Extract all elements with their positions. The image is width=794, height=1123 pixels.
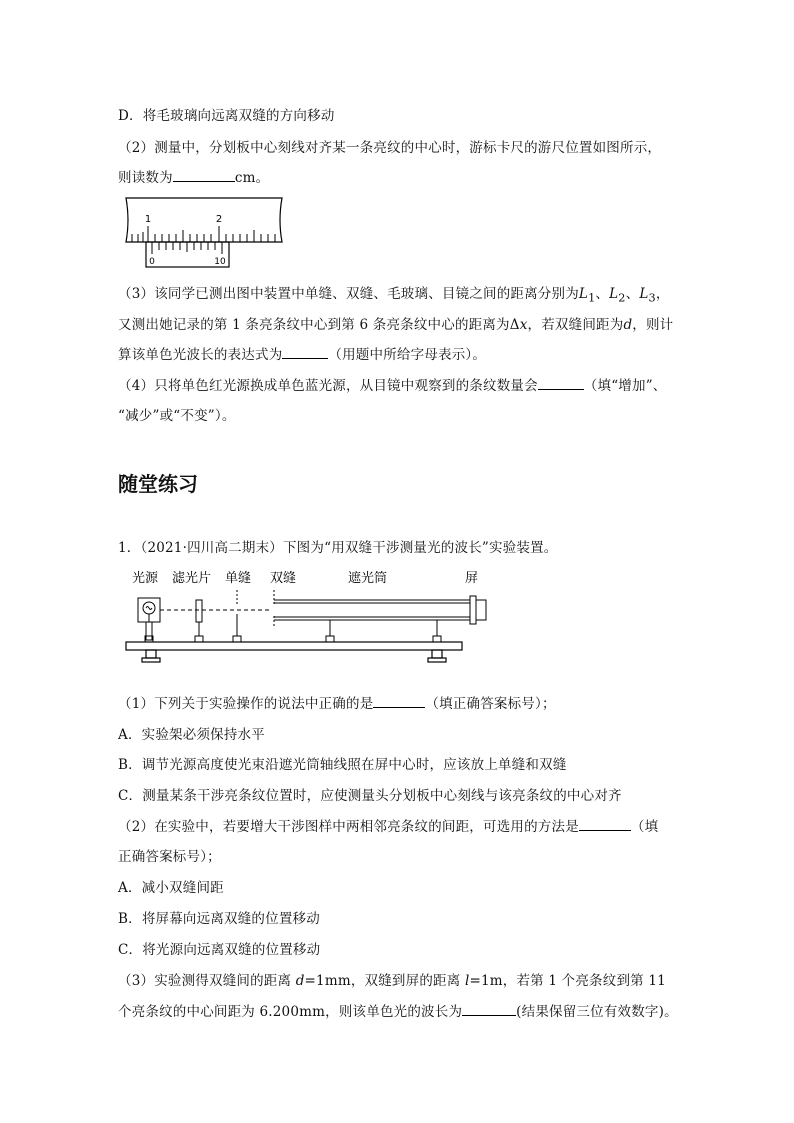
q4-text: （4）只将单色红光源换成单色蓝光源，从目镜中观察到的条纹数量会 <box>118 378 538 394</box>
option-d: D．将毛玻璃向远离双缝的方向移动 <box>118 108 335 124</box>
problem-1-part2-option-c: C．将光源向远离双缝的位置移动 <box>118 942 321 958</box>
label-filter: 滤光片 <box>172 571 212 586</box>
section-title: 随堂练习 <box>118 472 198 496</box>
answer-blank[interactable] <box>173 169 235 182</box>
label-double-slit: 双缝 <box>270 571 297 586</box>
q3-text: 算该单色光波长的表达式为 <box>118 347 283 363</box>
p1-text: （1）下列关于实验操作的说法中正确的是 <box>118 696 374 712</box>
vernier-caliper-figure <box>122 196 292 271</box>
p1-text: 个亮条纹的中心间距为 6.200mm，则该单色光的波长为 <box>118 1004 463 1020</box>
var-L2: L <box>609 286 619 302</box>
sub-2: 2 <box>618 291 626 305</box>
q3-text: （用题中所给字母表示）。 <box>328 347 487 363</box>
optical-bench <box>126 642 462 662</box>
p1-text: （填 <box>630 819 659 835</box>
problem-1-part2-option-b: B．将屏幕向远离双缝的位置移动 <box>118 911 320 927</box>
problem-1-part3-line1 <box>118 969 666 989</box>
main-label-2: 2 <box>215 214 223 225</box>
label-single-slit: 单缝 <box>225 571 252 586</box>
q4-text: （填“增加”、 <box>583 378 667 394</box>
sub-3: 3 <box>648 291 656 305</box>
single-slit <box>233 590 241 642</box>
q2-prefix: 则读数为 <box>118 170 173 186</box>
problem-1-part2-line2: 正确答案标号）； <box>118 849 221 865</box>
main-label-1: 1 <box>144 214 152 225</box>
sep: 、 <box>625 286 640 302</box>
p1-text: （3）实验测得双缝间的距离 <box>118 973 296 989</box>
answer-blank[interactable] <box>579 818 631 831</box>
answer-blank[interactable] <box>462 1003 516 1016</box>
question-4-line2: “减少”或“不变”）。 <box>118 408 236 424</box>
var-L3: L <box>639 286 649 302</box>
sub-1: 1 <box>588 291 596 305</box>
q3-text: 又测出她记录的第 1 条亮条纹中心到第 6 条亮条纹中心的距离为Δ <box>118 317 520 333</box>
double-slit-apparatus-figure <box>124 566 479 678</box>
var-l: l <box>464 973 470 989</box>
label-screen: 屏 <box>465 571 479 586</box>
vernier-label-0: 0 <box>149 257 155 267</box>
q3-text: ，若双缝间距为 <box>527 317 624 333</box>
vernier-ticks <box>152 242 222 254</box>
var-L1: L <box>578 286 589 302</box>
answer-blank[interactable] <box>282 346 328 359</box>
problem-1-stem: 1．（2021·四川高二期末）下图为“用双缝干涉测量光的波长”实验装置。 <box>118 540 558 556</box>
question-2-line2 <box>118 166 269 186</box>
p1-text: =1m，若第 1 个亮条纹到第 11 <box>469 973 666 989</box>
problem-1-part1-option-c: C．测量某条干涉亮条纹位置时，应使测量头分划板中心刻线与该亮条纹的中心对齐 <box>118 788 622 804</box>
q3-text: （3）该同学已测出图中装置中单缝、双缝、毛玻璃、目镜之间的距离分别为 <box>118 286 579 302</box>
problem-1-part1-option-a: A．实验架必须保持水平 <box>118 727 265 743</box>
p1-text: (结果保留三位有效数字)。 <box>516 1004 678 1020</box>
var-d: d <box>295 973 305 989</box>
problem-1-part1-option-b: B．调节光源高度使光束沿遮光筒轴线照在屏中心时，应该放上单缝和双缝 <box>118 757 567 773</box>
main-scale-ticks <box>132 226 275 242</box>
comma: ， <box>655 286 670 302</box>
problem-1-part2 <box>118 815 658 835</box>
var-x: x <box>519 317 528 333</box>
label-light-source: 光源 <box>132 571 159 586</box>
vernier-label-10: 10 <box>214 257 226 267</box>
q3-text: ，则计 <box>632 317 674 333</box>
p1-text: （2）在实验中，若要增大干涉图样中两相邻亮条纹的间距，可选用的方法是 <box>118 819 579 835</box>
problem-1-part3-line2 <box>118 1000 678 1020</box>
problem-1-part1 <box>118 692 556 712</box>
p1-text: （填正确答案标号）； <box>425 696 556 712</box>
light-source <box>138 598 160 642</box>
light-tube <box>274 600 470 642</box>
problem-1-part2-option-a: A．减小双缝间距 <box>118 880 224 896</box>
label-light-tube: 遮光筒 <box>348 571 388 586</box>
p1-text: =1mm，双缝到屏的距离 <box>304 973 465 989</box>
screen <box>470 596 486 624</box>
question-3-line3 <box>118 343 486 363</box>
question-3-line2 <box>118 313 673 333</box>
question-4-line1 <box>118 374 667 394</box>
answer-blank[interactable] <box>538 377 584 390</box>
var-d: d <box>623 317 633 333</box>
filter <box>195 600 203 642</box>
q2-suffix: cm。 <box>234 170 270 186</box>
sep: 、 <box>595 286 610 302</box>
answer-blank[interactable] <box>373 695 425 708</box>
question-3-line1 <box>118 282 670 305</box>
question-2-line1: （2）测量中，分划板中心刻线对齐某一条亮纹的中心时，游标卡尺的游尺位置如图所示， <box>118 140 662 156</box>
